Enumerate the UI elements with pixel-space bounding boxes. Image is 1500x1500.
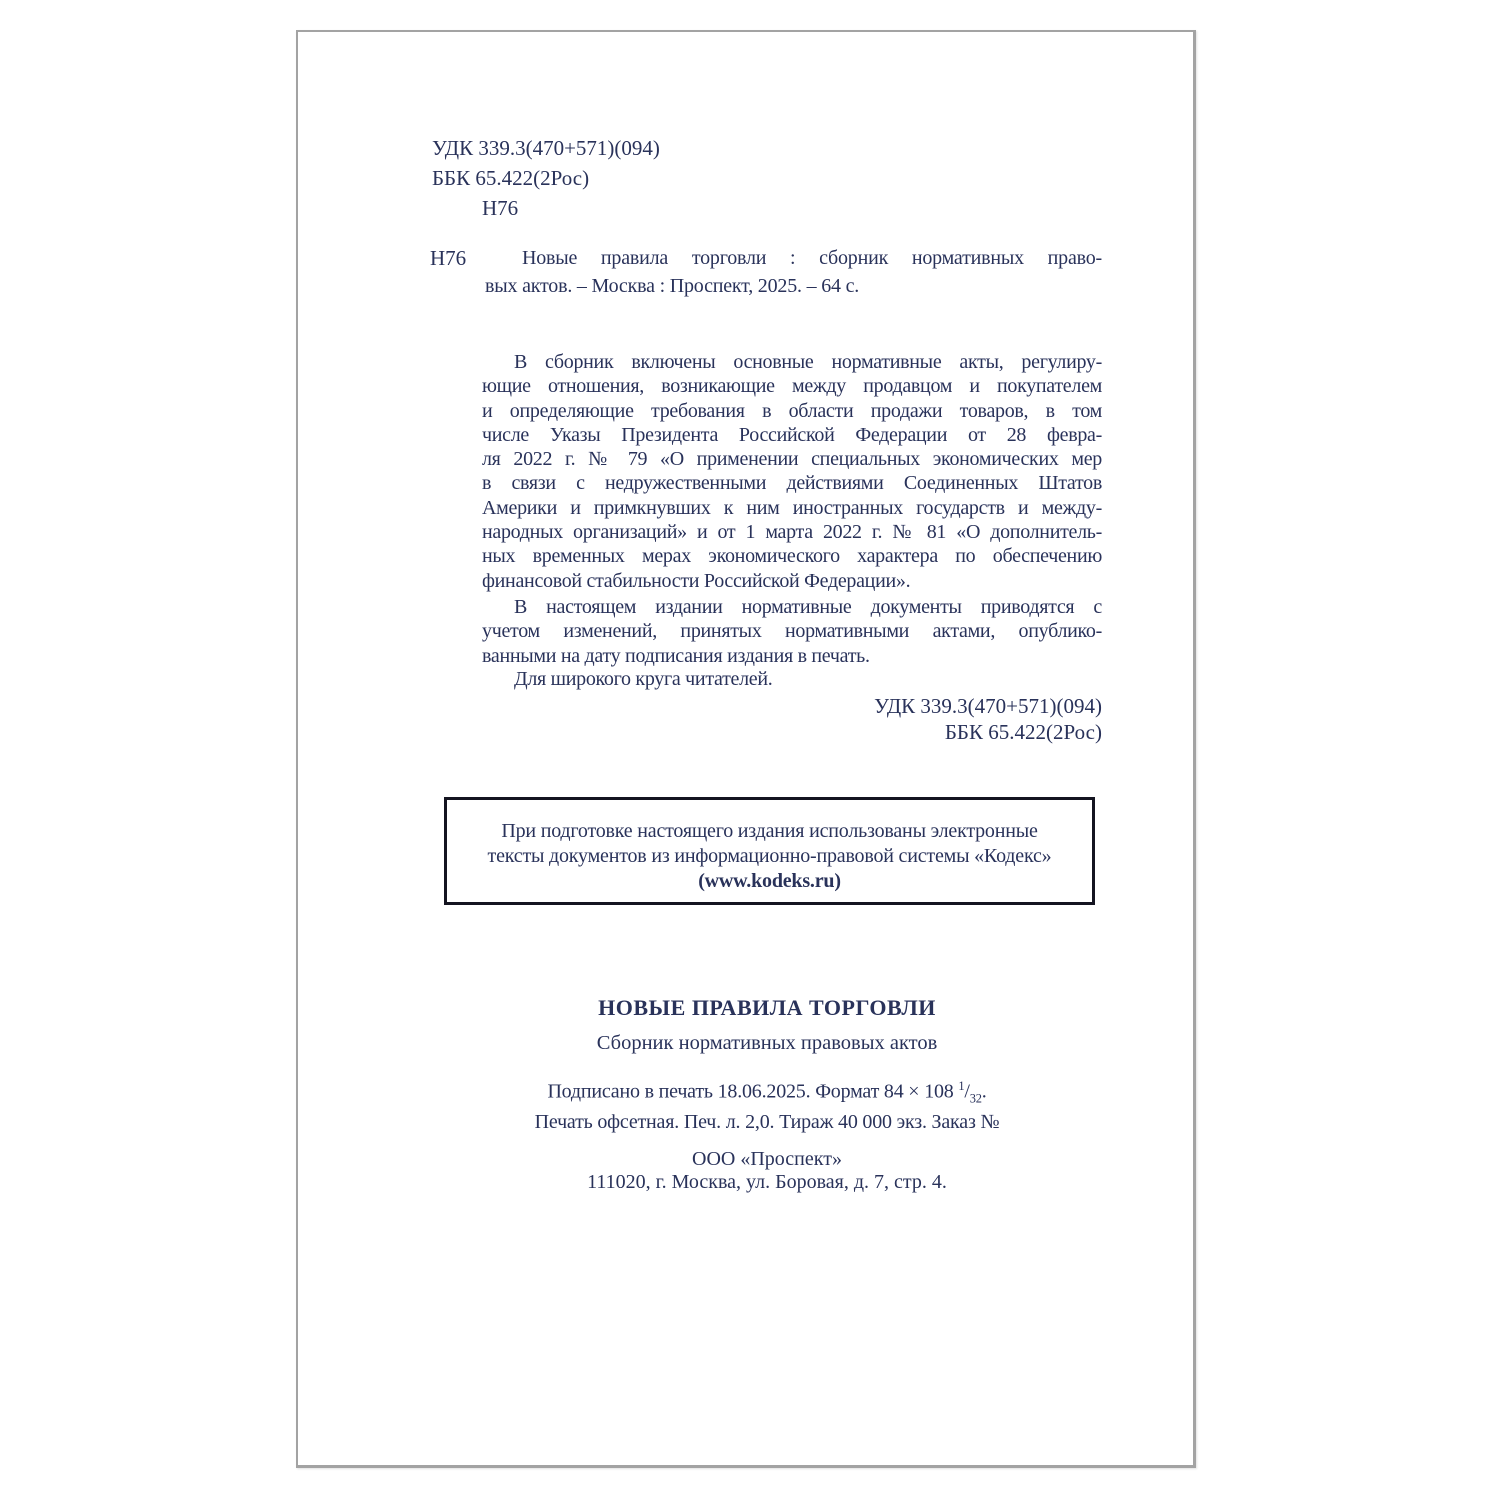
catalog-codes-bottom xyxy=(482,694,1102,745)
annotation-line: В сборник включены основные нормативные акты, регулиру- xyxy=(514,351,1102,373)
annotation-line: В настоящем издании нормативные документы приводятся с xyxy=(514,596,1102,618)
book-title: НОВЫЕ ПРАВИЛА ТОРГОВЛИ xyxy=(598,995,936,1020)
book-imprint-page xyxy=(296,30,1196,1468)
format-fraction-denominator: 32 xyxy=(969,1091,982,1106)
publisher-address: 111020, г. Москва, ул. Боровая, д. 7, стр. 4. xyxy=(587,1171,947,1193)
bbk-code: ББК 65.422(2Рос) xyxy=(944,719,1102,744)
annotation-line: и определяющие требования в области продажи товаров, в том xyxy=(482,399,1102,422)
bbk-code: ББК 65.422(2Рос) xyxy=(432,166,590,190)
bib-record-label: Н76 xyxy=(430,246,467,270)
author-sign-code: Н76 xyxy=(482,196,519,220)
imprint-text: Подписано в печать 18.06.2025. Формат 84 × 108 xyxy=(547,1080,959,1103)
annotation-line: Америки и примкнувших к ним иностранных государств и между- xyxy=(482,496,1102,519)
annotation-paragraph-3 xyxy=(482,667,1102,691)
annotation-line: Для широкого круга читателей. xyxy=(514,668,773,690)
imprint-line-2: Печать офсетная. Печ. л. 2,0. Тираж 40 000 экз. Заказ № xyxy=(534,1111,1000,1134)
annotation-line: учетом изменений, принятых нормативными актами, опублико- xyxy=(482,620,1102,643)
book-subtitle: Сборник нормативных правовых актов xyxy=(596,1032,938,1054)
imprint-block xyxy=(432,1075,1102,1135)
annotation-line: народных организаций» и от 1 марта 2022 г. № 81 «О дополнитель- xyxy=(482,521,1102,544)
annotation-line: числе Указы Президента Российской Федерации от 28 февра- xyxy=(482,423,1102,446)
publisher-block xyxy=(432,1148,1102,1194)
udk-code: УДК 339.3(470+571)(094) xyxy=(432,136,660,160)
source-notice-box xyxy=(444,797,1095,905)
publisher-name: ООО «Проспект» xyxy=(692,1148,842,1170)
annotation-line: ля 2022 г. № 79 «О применении специальных экономических мер xyxy=(482,448,1102,471)
format-fraction-numerator: 1 xyxy=(958,1079,965,1093)
source-notice-line: При подготовке настоящего издания использованы электронные xyxy=(501,820,1038,842)
bib-record-line: вых актов. – Москва : Проспект, 2025. – 64 с. xyxy=(485,275,860,297)
annotation-paragraph-1 xyxy=(482,350,1102,593)
imprint-period: . xyxy=(981,1080,987,1103)
annotation-line: ванными на дату подписания издания в печать. xyxy=(482,644,870,667)
annotation-line: ных временных мерах экономического характера по обеспечению xyxy=(482,545,1102,568)
bib-record-line: Новые правила торговли : сборник нормативных право- xyxy=(522,247,1102,269)
annotation-paragraph-2 xyxy=(482,595,1102,668)
annotation-line: в связи с недружественными действиями Соединенных Штатов xyxy=(482,472,1102,495)
format-fraction-slash: / xyxy=(964,1080,970,1103)
udk-code: УДК 339.3(470+571)(094) xyxy=(874,694,1102,718)
annotation-line: ющие отношения, возникающие между продавцом и покупателем xyxy=(482,375,1102,398)
imprint-line-1 xyxy=(432,1075,1102,1111)
bib-record xyxy=(485,244,1102,300)
source-notice-url: (www.kodeks.ru) xyxy=(698,870,841,892)
source-notice-line: тексты документов из информационно-правовой системы «Кодекс» xyxy=(487,845,1052,867)
catalog-codes-top xyxy=(432,133,660,223)
annotation-line: финансовой стабильности Российской Федерации». xyxy=(482,569,911,592)
